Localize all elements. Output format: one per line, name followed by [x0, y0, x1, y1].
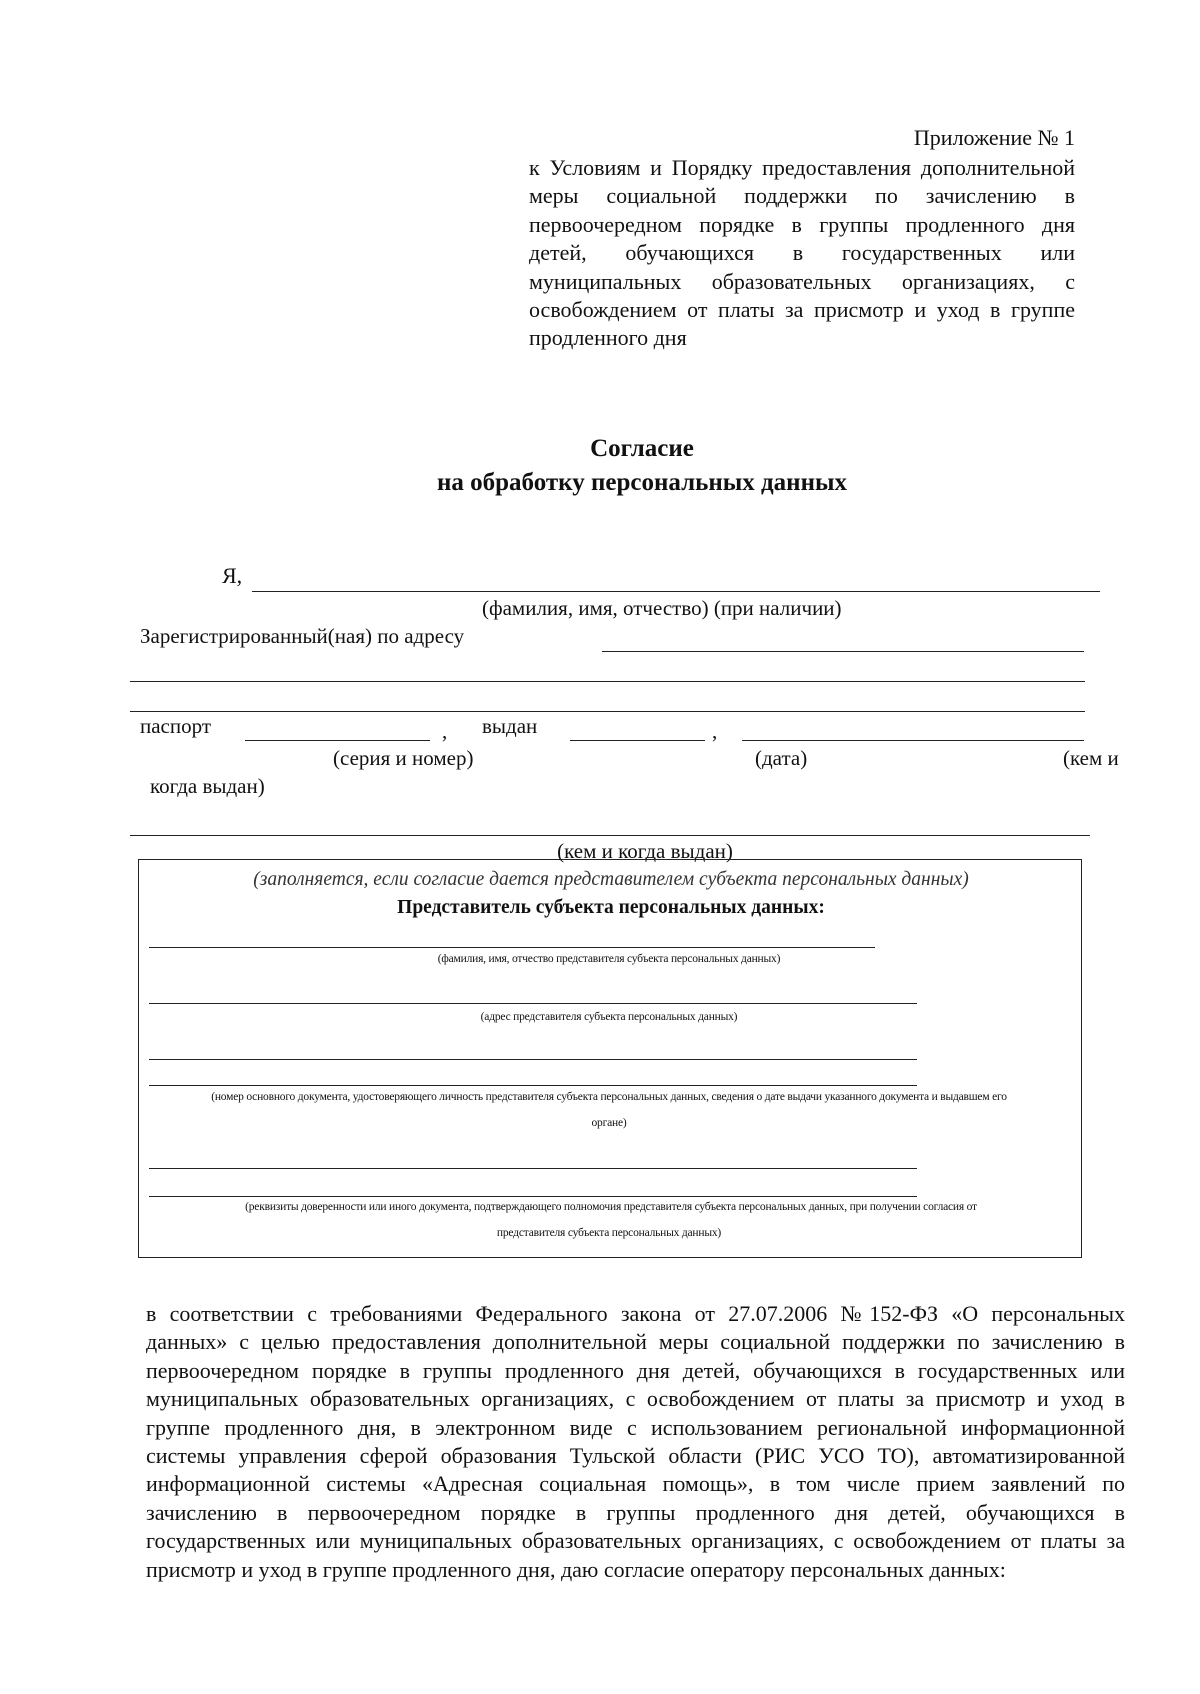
passport-comma: , — [442, 719, 448, 743]
issuer-caption-full: (кем и когда выдан) — [557, 839, 733, 863]
address-input-line-2[interactable] — [130, 681, 1085, 682]
representative-address-caption: (адрес представителя субъекта персональных данных) — [480, 1011, 738, 1023]
fio-caption: (фамилия, имя, отчество) (при наличии) — [482, 596, 842, 620]
registered-address-label: Зарегистрированный(ная) по адресу — [140, 624, 465, 648]
representative-section — [138, 859, 1082, 1258]
issued-comma: , — [712, 719, 718, 743]
issuer-caption-part1: (кем и — [1063, 746, 1119, 770]
fio-input-line[interactable] — [252, 591, 1100, 592]
document-title — [0, 432, 1200, 500]
representative-authority-caption-2: представителя субъекта персональных данных) — [496, 1227, 722, 1239]
date-caption: (дата) — [755, 746, 808, 770]
title-line-2: на обработку персональных данных — [437, 469, 847, 496]
representative-authority-input-line-1[interactable] — [149, 1168, 917, 1169]
representative-fio-caption: (фамилия, имя, отчество представителя субъекта персональных данных) — [437, 953, 781, 965]
representative-note: (заполняется, если согласие дается представителем субъекта персональных данных) — [253, 869, 969, 890]
appendix-reference-text: к Условиям и Порядку предоставления дополнительной меры социальной поддержки по зачислению в первоочередном порядке в группы продленного дня детей, обучающихся в государственных или муниципальных образовательных организациях, с освобождением от платы за присмотр и уход в группе продленного дня — [529, 155, 1075, 351]
representative-authority-caption-1: (реквизиты доверенности или иного документа, подтверждающего полномочия представителя субъекта персональных данных, при получении согласия от — [245, 1201, 977, 1213]
address-input-line-3[interactable] — [130, 711, 1085, 712]
passport-date-input-line[interactable] — [570, 740, 705, 741]
representative-fio-input-line[interactable] — [149, 947, 875, 948]
consent-paragraph: в соответствии с требованиями Федерального закона от 27.07.2006 №152-ФЗ «О персональных данных» с целью предоставления дополнительной меры социальной поддержки по зачислению в первоочередном порядке в группы продленного дня детей, обучающихся в государственных или муниципальных образовательных организациях, с освобождением от платы за присмотр и уход в группе продленного дня, в электронном виде с использованием региональной информационной системы управления сферой образования Тульской области (РИС УСО ТО), автоматизированной информационной системы «Адресная социальная помощь», в том числе прием заявлений по зачислению в первоочередном порядке в группы продленного дня детей, обучающихся в государственных или муниципальных образовательных организациях, с освобождением от платы за присмотр и уход в группе продленного дня, даю согласие оператору персональных данных: — [146, 1301, 1125, 1582]
passport-label: паспорт — [140, 714, 212, 738]
issuer-input-line[interactable] — [130, 835, 1090, 836]
representative-address-input-line[interactable] — [149, 1003, 917, 1004]
representative-document-caption-1: (номер основного документа, удостоверяющего личность представителя субъекта персональных данных, сведения о дате выдачи указанного документа и выдавшем его — [211, 1091, 1007, 1103]
representative-document-input-line-2[interactable] — [149, 1085, 917, 1086]
title-line-1: Согласие — [590, 435, 694, 462]
representative-document-input-line-1[interactable] — [149, 1059, 917, 1060]
passport-series-input-line[interactable] — [245, 740, 430, 741]
address-input-line-1[interactable] — [602, 651, 1084, 652]
issued-label: выдан — [482, 714, 538, 738]
representative-authority-input-line-2[interactable] — [149, 1196, 917, 1197]
representative-heading: Представитель субъекта персональных данных: — [397, 897, 825, 918]
issuer-caption-part2: когда выдан) — [150, 774, 265, 798]
representative-document-caption-2: органе) — [591, 1117, 627, 1129]
series-caption: (серия и номер) — [333, 746, 474, 770]
appendix-number: Приложение № 1 — [913, 125, 1075, 150]
i-label: Я, — [222, 563, 243, 588]
passport-issuer-input-line[interactable] — [742, 740, 1084, 741]
